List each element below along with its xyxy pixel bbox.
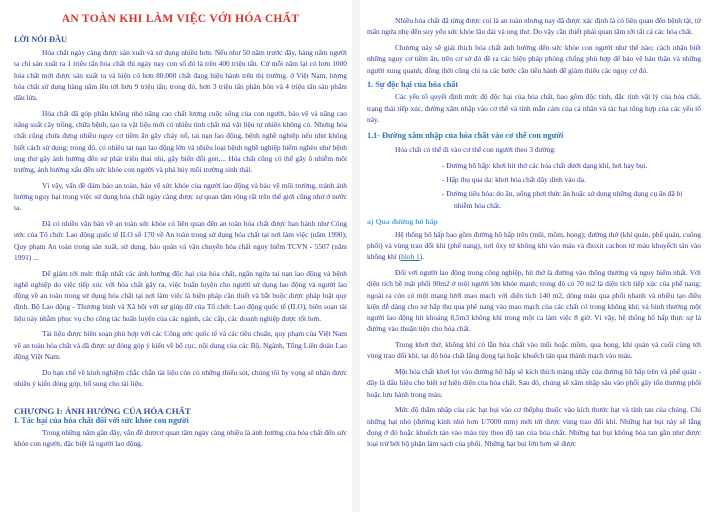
route-bullet-skin: - Hấp thụ qua da: khơi hóa chất dây dính vào da.: [442, 175, 586, 184]
body-paragraph: Các yếu tố quyết định mức độ độc hại của hóa chất, bao gồm độc tính, đặc tính vật lý của hóa chất, trạng thái tiếp xúc, đường xâm nhập vào cơ thể và tính mẫn cảm của cá nhân và tác hại tổng hợp của các yếu tố này.: [367, 92, 701, 124]
page-right: [360, 0, 714, 512]
body-paragraph: Một hóa chất khơi lọt vào đường hô hấp sẽ kích thích màng nhầy của đường hô hấp trên và phế quản - đây là dấu hiệu cho biết sự hiện diện của hóa chất. Sau đó, chúng sẽ xâm nhập sâu vào phổi gây tổn thương phổi hoặc lưu hành trong máu.: [367, 367, 701, 399]
lead-in-paragraph: Hóa chất có thể đi vào cơ thể con người theo 3 đường:: [395, 145, 556, 154]
page-left: [0, 0, 352, 512]
chapter-1-heading: CHƯƠNG I: ẢNH HƯỞNG CỦA HÓA CHẤT: [14, 406, 191, 416]
route-bullet-digestive: - Đường tiêu hóa: do ăn, uống phơi thức ăn hoặc sử dụng những dụng cụ ăn đã bị nhiễm hóa chất.: [442, 189, 683, 210]
foreword-paragraph: Tài liệu được biên soạn phù hợp với các Công ước quốc tế và các tiêu chuẩn, quy phạm của Việt Nam về an toàn hóa chất và đã được sự đóng góp ý kiến về bố cục, nội dung của các Bộ, Ngành, Tổng Liên đoàn Lao động Việt Nam.: [14, 329, 347, 361]
foreword-paragraph: Hóa chất đã góp phần không nhỏ nâng cao chất lượng cuộc sống của con người, bảo vệ và nâng cao năng suất cây trồng, chữa bệnh, tạo ra vật liệu mới có nhiều tính chất mà vật liệu tự nhiên không có. Nhưng hóa chất cũng chứa đựng nhiều nguy cơ tiềm ẩn gây cháy nổ, tai nạn lao động, bệnh nghề nghiệp nếu như không biết cách sử dụng; trong đó, có nhiều tai nạn lao động lớn và nhiều loại bệnh nghề nghiệp hiểm nghèo như bệnh ung thư gây ảnh hưởng đến sự phát triển thai nhi, gây biến đổi gen,... Hóa chất cũng có thể gây ô nhiễm môi trường, ảnh hưởng xấu đến sức khỏe con người và phá hủy môi trường sinh thái.: [14, 108, 347, 174]
foreword-paragraph: Vì vậy, vấn đề đảm bảo an toàn, bảo vệ sức khỏe của người lao động và bảo vệ môi trường, tránh ảnh hưởng nguy hại trong việc sử dụng hóa chất ngày càng được sự quan tâm rộng rãi trên thế giới cũng như ở nước ta.: [14, 180, 347, 213]
section-1-heading: 1. Sự độc hại của hóa chất: [367, 80, 459, 90]
paragraph-text: ).: [419, 252, 425, 262]
paragraph-text: Hệ thống hô hấp bao gồm đường hô hấp trên (mũi, mồm, họng); đường thở (khí quản, phế quản, cuống phổi) và vùng trao đổi khí (phế nang), nơi ôxy từ không khí vào máu và đioxit cacbon từ máu khuyếch tán vào không khí (: [367, 229, 701, 262]
body-paragraph: Mức độ thâm nhập của các hạt bụi vào cơ thểphụ thuộc vào kích thước hạt và tính tan của chúng. Chỉ những hạt nhỏ (đường kính nhỏ hơn 1/7000 mm) mới tới được vùng trao đổi khí. Những hạt bụi này sẽ lắng đọng ở đó hoặc khuếch tán vào máu tùy theo độ tan của hóa chất. Những hạt bụi không hòa tan gần như được loại trừ bởi bộ phận làm sạch của phổi. Những hạt bụi lớn hơn sẽ được: [367, 405, 701, 448]
page-gutter: [352, 0, 360, 512]
foreword-paragraph: Để giảm tới mức thấp nhất các ảnh hưởng độc hại của hóa chất, ngăn ngừa tai nạn lao động và bệnh nghề nghiệp do việc tiếp xúc với hóa chất gây ra, việc huấn luyện cho người sử dụng lao động và người lao động về an toàn trong sử dụng hóa chất tại nơi làm việc là biện pháp cần thiết và bắt buộc được pháp luật quy định. Bộ Lao động - Thương binh và Xã hội với sự giúp đỡ của Tổ chức Lao động quốc tế (ILO), biên soạn tài liệu này nhằm phục vụ cho công tác huấn luyện của các ngành, các cấp, các doanh nghiệp được tốt hơn.: [14, 268, 347, 323]
figure-1-link[interactable]: hình 1: [401, 252, 420, 262]
body-paragraph: Đối với người lao động trong công nghiệp, hít thở là đường vào thông thường và nguy hiểm nhất. Với diện tích bề mặt phổi 90m2 ở một người lớn khỏe mạnh; trong đó có 70 m2 là diện tích tiếp xúc của phế nang; ngoài ra còn có một mạng lưới mao mạch với diện tích 140 m2, dòng máu qua phổi nhanh và nhiều tạo điều kiện dễ dàng cho sự hấp thu qua phế nang vào mao mạch của các chất có trong không khí; và bình thường một người lao động hít khoảng 8,5m3 không khí trong một ca làm việc 8 giờ. Vì vậy, hệ thống hô hấp thực sự là đường vào thuận tiện cho hóa chất.: [367, 268, 701, 334]
respiratory-system-paragraph: [367, 229, 701, 263]
foreword-heading: LỜI NÓI ĐẦU: [14, 35, 68, 44]
document-title: AN TOÀN KHI LÀM VIỆC VỚI HÓA CHẤT: [61, 13, 300, 25]
subsection-a-heading: a) Qua đường hô hấp: [367, 216, 438, 226]
foreword-paragraph: Do hạn chế về kinh nghiệm chắc chắn tài liệu còn có những thiếu sót, chúng tôi hy vọng sẽ nhận được nhiều ý kiến đóng góp, bổ sung cho tài liệu.: [14, 367, 347, 388]
foreword-paragraph: Hóa chất ngày càng được sản xuất và sử dụng nhiều hơn. Nếu như 50 năm trước đây, hàng năm người ta chỉ sản xuất ra 1 triệu tấn hóa chất thì ngày nay con số đó là trên 400 triệu tấn. Cứ mỗi năm lại có hơn 1000 hóa chất mới được sản xuất ra và hiện có hơn 80.000 chất đang hiện hành trên thị trường. ở Việt Nam, lượng hóa chất sử dụng hàng năm lên tới hơn 9 triệu tấn; trong đó, hơn 3 triệu tấn phân bón và 4 triệu tấn sản phẩm dầu lửa.: [14, 48, 347, 102]
chapter-intro-paragraph: Trong những năm gần đây, vấn đề đượcơ quan tâm ngày càng nhiều là ảnh hưởng của hóa chất đến sức khỏe con người, đặc biệt là người lao động.: [14, 428, 347, 449]
body-paragraph: Chương này sẽ giải thích hóa chất ảnh hưởng đến sức khỏe con người như thế nào; cách nhận biết những nguy cơ tiềm ẩn, trên cơ sở đó đề ra các biện pháp phòng chống phù hợp để bảo vệ bản thân và những người xung quanh; đồng thời cũng chỉ ra các bước cần tiến hành để giảm thiểu các nguy cơ đó.: [367, 43, 701, 75]
foreword-paragraph: Đã có nhiều văn bản về an toàn sức khỏe có liên quan đến an toàn hóa chất được ban hành như Công ước của Tổ chức Lao động quốc tế ILO số 170 về An toàn trong sử dụng hóa chất tại nơi làm việc (năm 1990); Quy phạm An toàn trong sản xuất, sử dụng, bảo quản và vận chuyển hóa chất nguy hiểm TCVN - 5507 (năm 1991) ...: [14, 219, 347, 262]
body-paragraph: Trong khơi thở, không khí có lẫn hóa chất vào mũi hoặc mồm, qua họng, khí quản và cuối cùng tới vùng trao đổi khí, tại đó hóa chất lắng đọng lại hoặc khuếch tán qua thành mạch vào máu.: [367, 340, 701, 361]
section-I-heading: I. Tác hại của hóa chất đối với sức khỏe con người: [14, 416, 189, 425]
body-paragraph: Nhiều hóa chất đã từng được coi là an toàn nhưng nay đã được xác định là có liên quan đến bệnh tật, từ mẩn ngứa nhẹ đến suy yếu sức khỏe lâu dài và ung thư. Do vậy cần thiết phải quan tâm tới tất cả các hóa chất.: [367, 16, 701, 37]
route-bullet-respiratory: - Đường hô hấp: khơi hít thở các hóa chất dưới dạng khí, hơi hay bụi.: [442, 160, 648, 170]
section-1-1-heading: 1.1- Đường xâm nhập của hóa chất vào cơ thể con người: [367, 131, 564, 140]
